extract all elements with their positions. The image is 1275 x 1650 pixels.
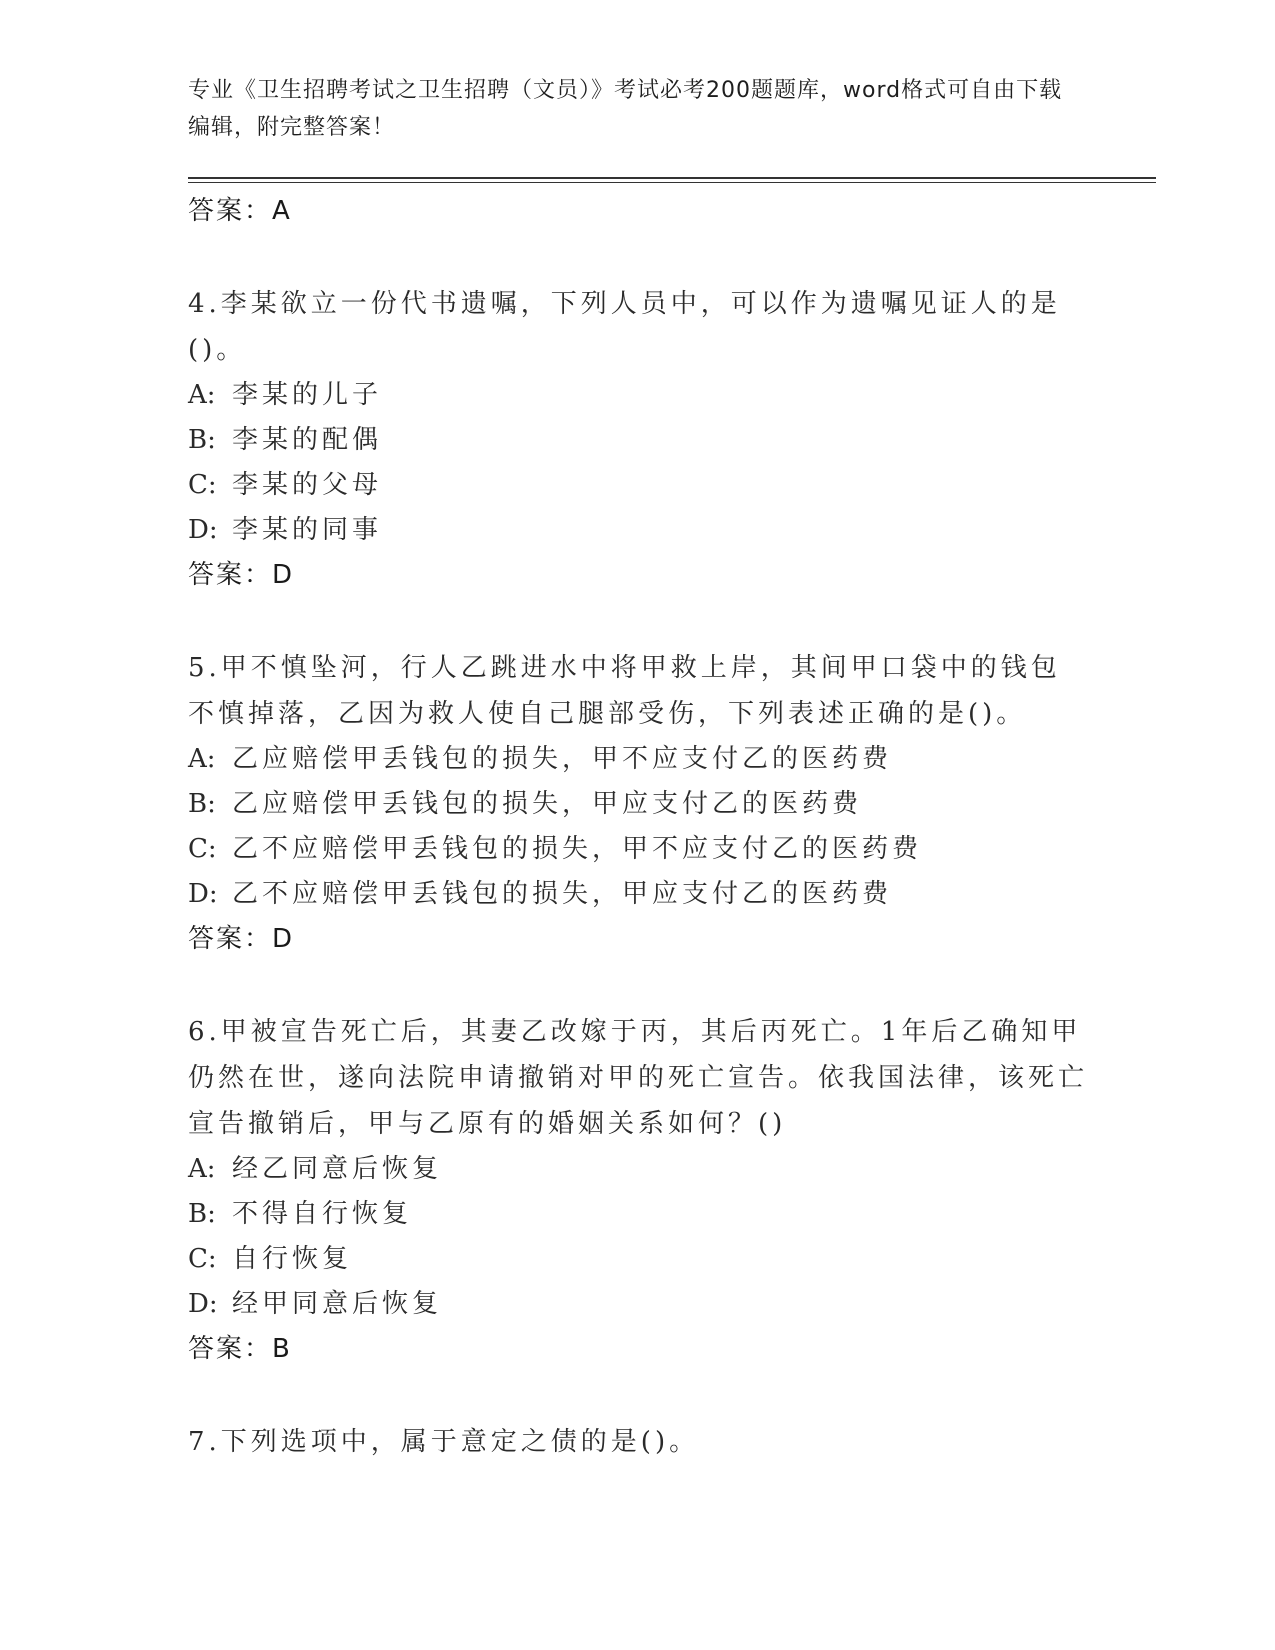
option-key: B: — [188, 1199, 216, 1229]
option-d — [188, 508, 1088, 553]
option-key: D: — [188, 515, 218, 545]
option-text: 李某的儿子 — [232, 380, 383, 410]
option-d — [188, 1282, 1088, 1327]
option-text: 自行恢复 — [232, 1244, 353, 1274]
answer-value: B — [272, 1334, 292, 1364]
question-stem: 6.甲被宣告死亡后，其妻乙改嫁于丙，其后丙死亡。1年后乙确知甲仍然在世，遂向法院申请撤销对甲的死亡宣告。依我国法律，该死亡宣告撤销后，甲与乙原有的婚姻关系如何？() — [188, 1017, 1089, 1139]
option-text: 不得自行恢复 — [232, 1199, 413, 1229]
question-stem: 4.李某欲立一份代书遗嘱，下列人员中，可以作为遗嘱见证人的是()。 — [188, 289, 1061, 365]
option-key: D: — [188, 879, 218, 909]
question-stem: 5.甲不慎坠河，行人乙跳进水中将甲救上岸，其间甲口袋中的钱包不慎掉落，乙因为救人使自己腿部受伤，下列表述正确的是()。 — [188, 653, 1061, 729]
option-c — [188, 463, 1088, 508]
answer-value: A — [272, 196, 292, 226]
answer-line — [188, 189, 1088, 234]
option-c — [188, 1237, 1088, 1282]
option-key: B: — [188, 789, 216, 819]
answer-label: 答案： — [188, 560, 273, 590]
option-key: C: — [188, 1244, 217, 1274]
answer-label: 答案： — [188, 924, 273, 954]
option-text: 乙应赔偿甲丢钱包的损失，甲应支付乙的医药费 — [232, 789, 863, 819]
answer-label: 答案： — [188, 196, 273, 226]
option-key: A: — [188, 744, 216, 774]
option-text: 李某的父母 — [232, 470, 383, 500]
option-b — [188, 418, 1088, 463]
option-text: 经乙同意后恢复 — [232, 1154, 443, 1184]
page-header: 专业《卫生招聘考试之卫生招聘（文员）》考试必考200题题库，word格式可自由下载编辑，附完整答案！ — [188, 78, 1063, 140]
option-text: 乙不应赔偿甲丢钱包的损失，甲应支付乙的医药费 — [232, 879, 893, 909]
option-b — [188, 782, 1088, 827]
option-b — [188, 1192, 1088, 1237]
answer-line — [188, 553, 1088, 598]
option-key: C: — [188, 834, 217, 864]
header-rule-thin — [188, 182, 1156, 183]
option-d — [188, 872, 1088, 917]
option-key: C: — [188, 470, 217, 500]
option-text: 乙应赔偿甲丢钱包的损失，甲不应支付乙的医药费 — [232, 744, 893, 774]
option-a — [188, 1147, 1088, 1192]
question-stem: 7.下列选项中，属于意定之债的是()。 — [188, 1427, 700, 1457]
option-text: 经甲同意后恢复 — [232, 1289, 443, 1319]
option-text: 李某的同事 — [232, 515, 383, 545]
option-key: D: — [188, 1289, 218, 1319]
answer-line — [188, 917, 1088, 962]
option-key: B: — [188, 425, 216, 455]
option-text: 李某的配偶 — [232, 425, 383, 455]
option-a — [188, 737, 1088, 782]
question-content — [188, 189, 1088, 1465]
answer-line — [188, 1327, 1088, 1372]
answer-value: D — [272, 560, 295, 590]
answer-label: 答案： — [188, 1334, 273, 1364]
header-rule-thick — [188, 177, 1156, 179]
option-a — [188, 373, 1088, 418]
answer-value: D — [272, 924, 295, 954]
option-c — [188, 827, 1088, 872]
option-key: A: — [188, 1154, 216, 1184]
option-text: 乙不应赔偿甲丢钱包的损失，甲不应支付乙的医药费 — [232, 834, 923, 864]
option-key: A: — [188, 380, 216, 410]
